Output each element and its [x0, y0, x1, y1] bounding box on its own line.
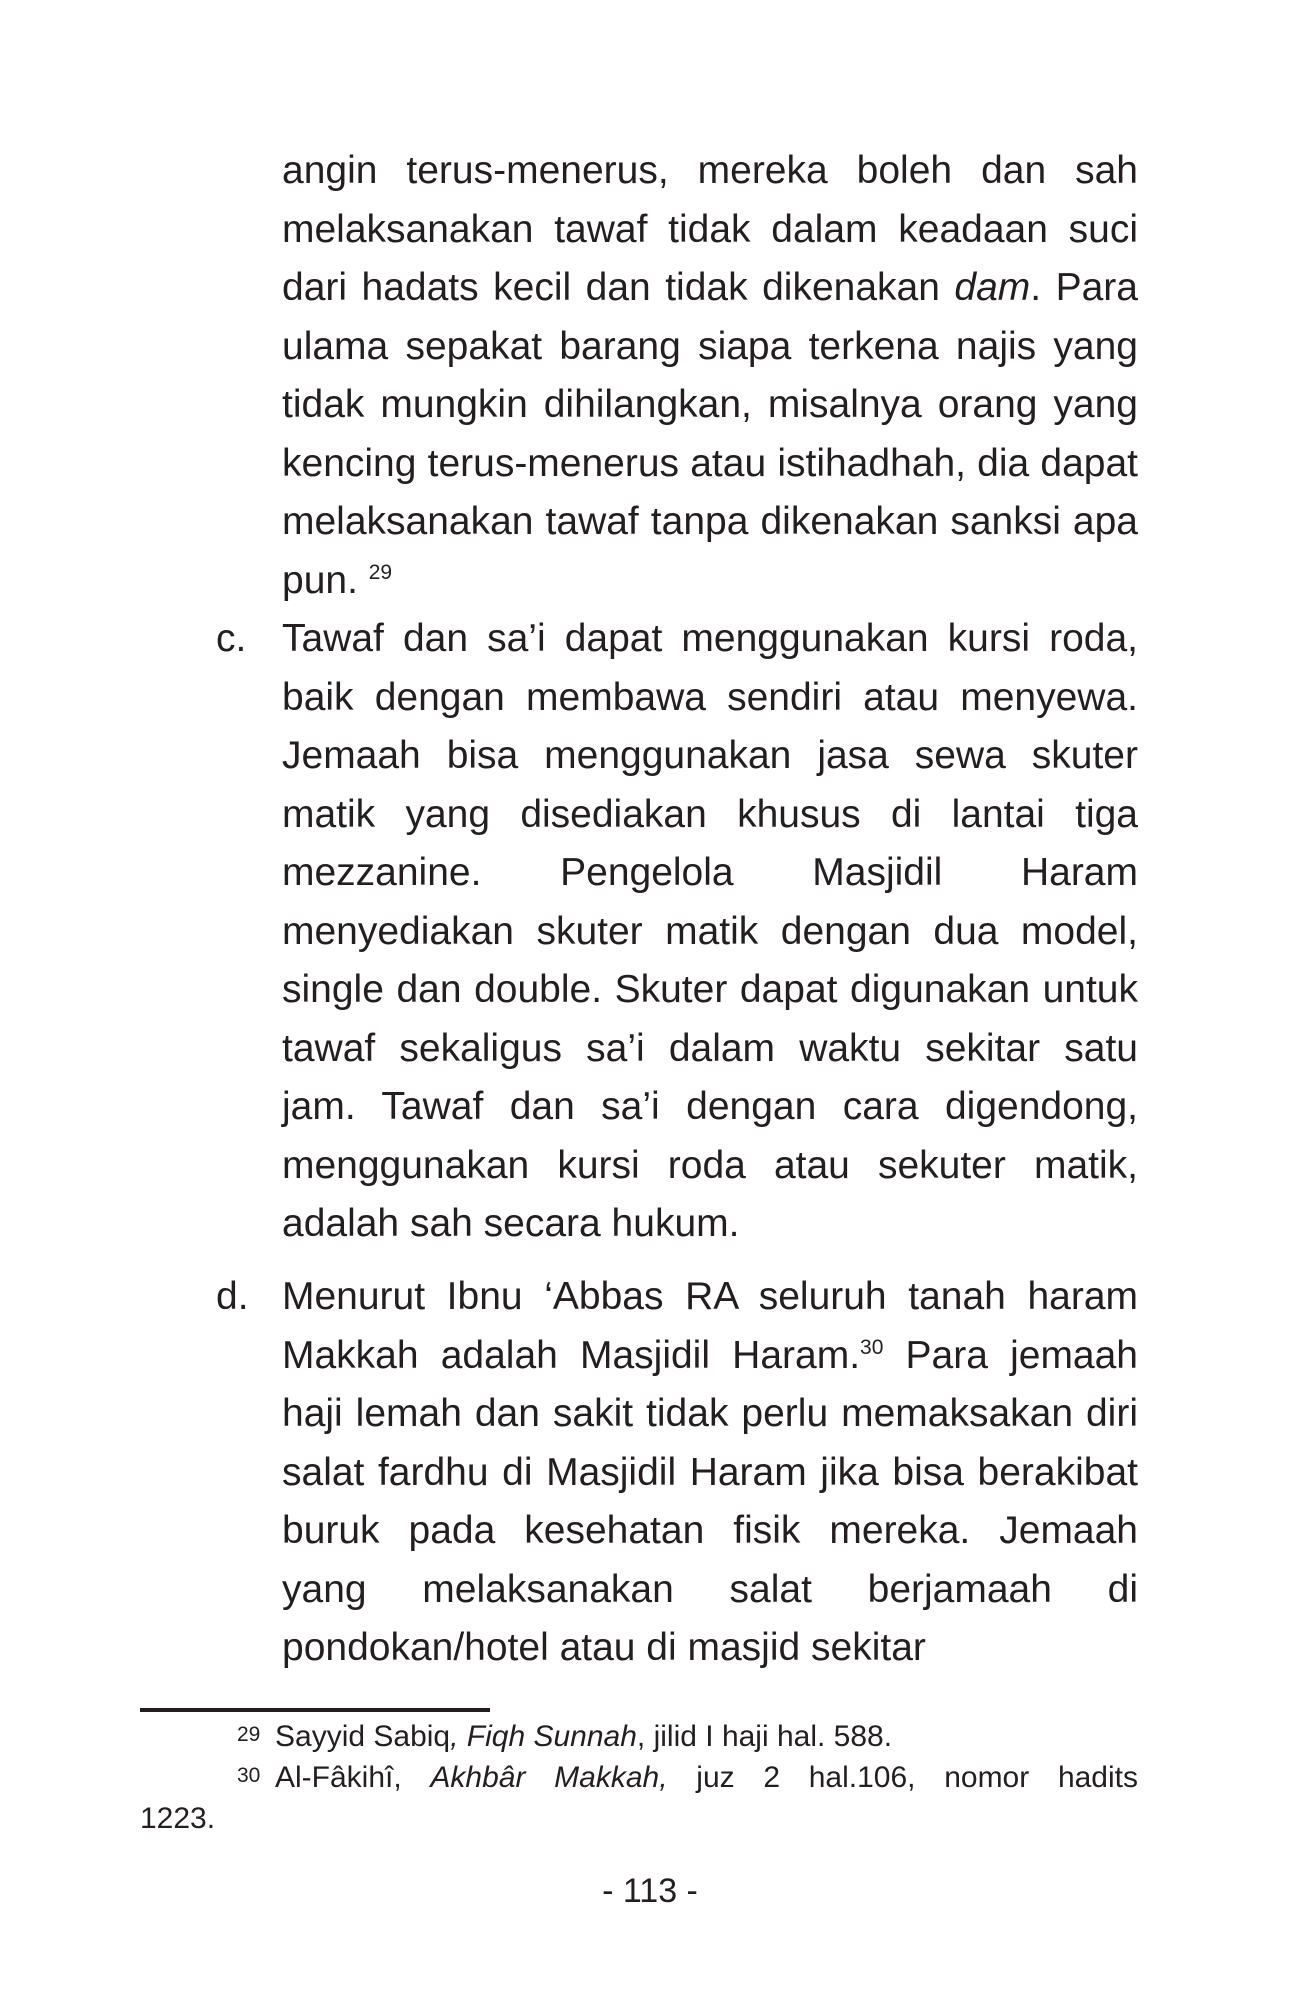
footnote-text — [140, 1757, 1138, 1798]
list-text-after: Para jemaah haji lemah dan sakit tidak perlu memaksakan diri salat fardhu di Masjidil Haram jika bisa berakibat buruk pada kesehatan fisik mereka. Jemaah yang melaksanakan salat berjamaah di pondokan/hotel atau di masjid sekitar — [282, 1333, 1138, 1669]
footnote-reference[interactable]: 29 — [368, 560, 393, 584]
footnote-text — [140, 1716, 1138, 1757]
footnote-author: Al-Fâkihî, — [275, 1761, 431, 1794]
list-item-text — [282, 1268, 1138, 1678]
list-text-before: Menurut Ibnu ‘Abbas RA seluruh tanah haram Makkah adalah Masjidil Haram. — [282, 1275, 1138, 1377]
footnotes — [140, 1716, 1138, 1839]
list-item-text: Tawaf dan sa’i dapat menggunakan kursi roda, baik dengan membawa sendiri atau menyewa. Jemaah bisa menggunakan jasa sewa skuter matik yang disediakan khusus di lantai tiga mezzanine. Pengelola Masjidil Haram menyediakan skuter matik dengan dua model, single dan double. Skuter dapat digunakan untuk tawaf sekaligus sa’i dalam waktu sekitar satu jam. Tawaf dan sa’i dengan cara digendong, menggunakan kursi roda atau sekuter matik, adalah sah secara hukum. — [282, 617, 1138, 1245]
footnote-continuation: 1223. — [140, 1802, 216, 1835]
footnote-divider — [140, 1708, 490, 1712]
footnote-number: 29 — [237, 1723, 261, 1746]
footnote-rest: juz 2 hal.106, nomor hadits — [667, 1761, 1138, 1794]
list-marker: d. — [216, 1275, 249, 1318]
list-marker: c. — [216, 617, 247, 660]
paragraph-text-after: . Para ulama sepakat barang siapa terkena najis yang tidak mungkin dihilangkan, misalnya orang yang kencing terus-menerus atau istihadhah, dia dapat melaksanakan tawaf tanpa dikenakan sanksi apa pun. — [282, 266, 1138, 602]
footnote-reference[interactable]: 30 — [860, 1335, 884, 1359]
footnote — [140, 1757, 1138, 1798]
footnote-number: 30 — [237, 1764, 261, 1787]
footnote-title: Akhbâr Makkah, — [430, 1761, 668, 1794]
continued-paragraph — [282, 142, 1138, 610]
paragraph-text — [282, 142, 1138, 610]
italic-term: dam — [954, 266, 1031, 309]
footnote — [140, 1716, 1138, 1757]
footnote-author: Sayyid Sabiq — [275, 1720, 451, 1753]
footnote-title: , Fiqh Sunnah — [450, 1720, 637, 1753]
footnote-rest: , jilid I haji hal. 588. — [636, 1720, 893, 1753]
page-number: - 113 - — [602, 1872, 698, 1910]
paragraph-text-before: angin terus-menerus, mereka boleh dan sah melaksanakan tawaf tidak dalam keadaan suci dari hadats kecil dan tidak dikenakan — [282, 149, 1138, 309]
